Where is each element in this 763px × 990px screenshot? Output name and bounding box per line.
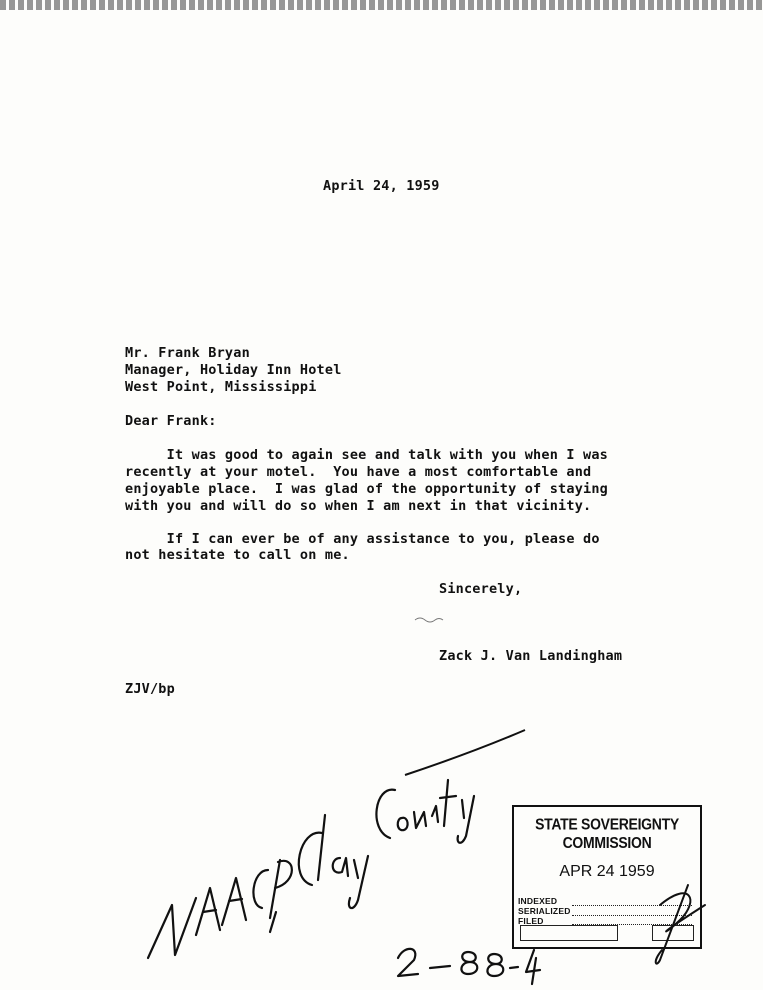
signer-name: Zack J. Van Landingham — [439, 648, 623, 664]
body-paragraph-2-line: If I can ever be of any assistance to you, please do — [125, 531, 600, 547]
handwritten-file-number — [398, 949, 540, 984]
body-paragraph-1-line: recently at your motel. You have a most comfortable and — [125, 464, 592, 480]
body-paragraph-1-line: enjoyable place. I was glad of the opportunity of staying — [125, 481, 609, 497]
stamp-date: APR 24 1959 — [559, 863, 655, 880]
recipient-title: Manager, Holiday Inn Hotel — [125, 362, 342, 378]
stamp-label-filed: FILED — [518, 916, 544, 926]
handwritten-notation — [148, 780, 474, 958]
letter-date: April 24, 1959 — [323, 178, 440, 194]
salutation: Dear Frank: — [125, 413, 217, 429]
body-paragraph-1-line: It was good to again see and talk with you when I was — [125, 447, 609, 463]
stamp-label-indexed: INDEXED — [518, 896, 558, 906]
recipient-location: West Point, Mississippi — [125, 379, 317, 395]
closing: Sincerely, — [439, 581, 523, 597]
pen-stroke — [405, 730, 525, 775]
initials-scrawl — [656, 885, 705, 964]
typist-initials: ZJV/bp — [125, 681, 175, 697]
body-paragraph-2-line: not hesitate to call on me. — [125, 547, 350, 563]
signature-mark — [415, 618, 443, 622]
stamp-label-serialized: SERIALIZED — [518, 906, 571, 916]
recipient-name: Mr. Frank Bryan — [125, 345, 250, 361]
body-paragraph-1-line: with you and will do so when I am next in that vicinity. — [125, 498, 592, 514]
stamp-title: STATE SOVEREIGNTY COMMISSION — [535, 814, 679, 852]
